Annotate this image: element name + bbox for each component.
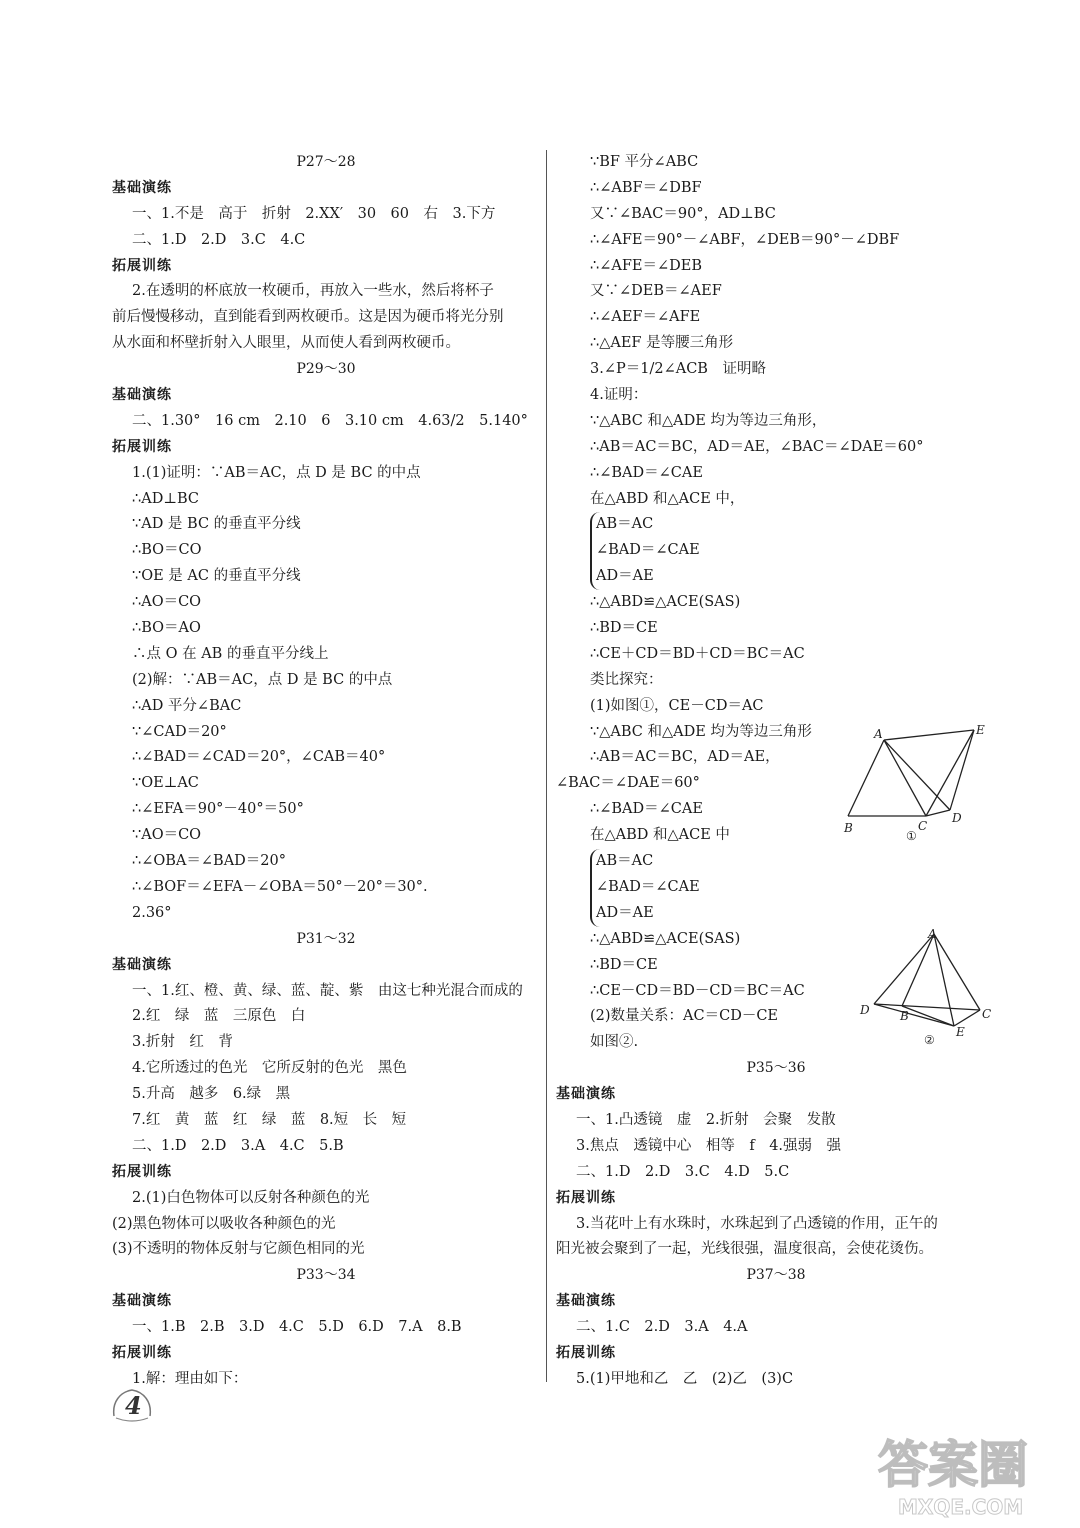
fig1-label-e: E bbox=[976, 723, 985, 737]
section-heading: 基础演练 bbox=[112, 956, 172, 973]
text-line: ∴BO＝CO bbox=[132, 542, 202, 559]
left-column bbox=[112, 150, 540, 1393]
text-line: ∴点 O 在 AB 的垂直平分线上 bbox=[132, 645, 329, 662]
section-heading: 拓展训练 bbox=[112, 438, 172, 455]
equation-line: AD＝AE bbox=[596, 568, 654, 585]
text-line: ∴∠BAD＝∠CAE bbox=[590, 801, 703, 818]
text-line: 又∵∠DEB＝∠AEF bbox=[590, 283, 722, 300]
page-number-badge bbox=[108, 1384, 156, 1424]
equation-line: AB＝AC bbox=[596, 516, 654, 533]
page-range-heading: P29～30 bbox=[296, 361, 356, 378]
text-line: 4.证明： bbox=[590, 387, 648, 404]
text-line: (2)黑色物体可以吸收各种颜色的光 bbox=[112, 1215, 336, 1232]
text-line: ∵AD 是 BC 的垂直平分线 bbox=[132, 516, 301, 533]
text-line: ∴AD 平分∠BAC bbox=[132, 697, 242, 714]
fig2-label-a: A bbox=[928, 927, 937, 941]
text-line: ∴AB＝AC＝BC，AD＝AE，∠BAC＝∠DAE＝60° bbox=[590, 438, 924, 455]
fig1-label-d: D bbox=[952, 811, 962, 825]
text-line: ∵△ABC 和△ADE 均为等边三角形 bbox=[590, 723, 812, 740]
text-line: ∵AO＝CO bbox=[132, 827, 202, 844]
page-range-heading: P27～28 bbox=[296, 154, 356, 170]
text-line: 3.焦点 透镜中心 相等 f 4.强弱 强 bbox=[576, 1137, 842, 1154]
section-heading: 拓展训练 bbox=[556, 1344, 616, 1361]
text-line: (2)数量关系：AC＝CD－CE bbox=[590, 1008, 779, 1025]
text-line: (2)解：∵AB＝AC，点 D 是 BC 的中点 bbox=[132, 671, 393, 688]
section-heading: 基础演练 bbox=[556, 1293, 616, 1310]
text-line: 一、1.B 2.B 3.D 4.C 5.D 6.D 7.A 8.B bbox=[132, 1319, 462, 1336]
text-line: 又∵∠BAC＝90°，AD⊥BC bbox=[590, 205, 776, 222]
text-line: ∴AB＝AC＝BC，AD＝AE， bbox=[590, 749, 780, 766]
watermark bbox=[870, 1420, 1060, 1520]
text-line: 2.红 绿 蓝 三原色 白 bbox=[132, 1008, 306, 1025]
text-line: ∴∠AFE＝∠DEB bbox=[590, 257, 703, 274]
text-line: 3.∠P＝1/2∠ACB 证明略 bbox=[590, 361, 766, 378]
text-line: 前后慢慢移动，直到能看到两枚硬币。这是因为硬币将光分别 bbox=[112, 309, 504, 326]
page-range-heading: P37～38 bbox=[746, 1267, 806, 1284]
text-line: (3)不透明的物体反射与它颜色相同的光 bbox=[112, 1241, 365, 1258]
text-line: ∠BAC＝∠DAE＝60° bbox=[556, 775, 700, 792]
fig2-label-c: C bbox=[982, 1007, 992, 1021]
text-line: 一、1.红、橙、黄、绿、蓝、靛、紫 由这七种光混合而成的 bbox=[132, 982, 523, 999]
text-line: ∴BO＝AO bbox=[132, 620, 201, 637]
section-heading: 拓展训练 bbox=[112, 257, 172, 274]
fig1-label-a: A bbox=[874, 727, 883, 741]
text-line: ∴∠BOF＝∠EFA－∠OBA＝50°－20°＝30°. bbox=[132, 878, 428, 895]
text-line: 一、1.凸透镜 虚 2.折射 会聚 发散 bbox=[576, 1111, 836, 1128]
fig2-label-d: D bbox=[860, 1003, 870, 1017]
text-line: ∴∠AFE＝90°－∠ABF，∠DEB＝90°－∠DBF bbox=[590, 231, 900, 248]
fig1-label-c: C bbox=[918, 819, 928, 833]
text-line: 二、1.D 2.D 3.C 4.D 5.C bbox=[576, 1163, 790, 1180]
figure-2 bbox=[856, 926, 996, 1048]
text-line: ∴△AEF 是等腰三角形 bbox=[590, 335, 734, 352]
section-heading: 基础演练 bbox=[112, 387, 172, 404]
section-heading: 基础演练 bbox=[112, 179, 172, 196]
text-line: 二、1.30° 16 cm 2.10 6 3.10 cm 4.63/2 5.140° bbox=[132, 412, 528, 429]
figure-1 bbox=[838, 722, 998, 844]
equation-line: ∠BAD＝∠CAE bbox=[596, 878, 700, 895]
text-line: ∵OE 是 AC 的垂直平分线 bbox=[132, 568, 301, 585]
text-line: 2.(1)白色物体可以反射各种颜色的光 bbox=[132, 1189, 370, 1206]
text-line: ∴BD＝CE bbox=[590, 956, 658, 973]
text-line: 在△ABD 和△ACE 中， bbox=[590, 490, 745, 507]
text-line: 2.在透明的杯底放一枚硬币，再放入一些水，然后将杯子 bbox=[132, 283, 494, 300]
equation-line: AD＝AE bbox=[596, 904, 654, 921]
text-line: ∵BF 平分∠ABC bbox=[590, 154, 699, 170]
text-line: 4.它所透过的色光 它所反射的色光 黑色 bbox=[132, 1060, 407, 1077]
text-line: ∵OE⊥AC bbox=[132, 775, 199, 792]
text-line: 5.(1)甲地和乙 乙 (2)乙 (3)C bbox=[576, 1370, 794, 1387]
page-range-heading: P31～32 bbox=[296, 930, 356, 947]
fig1-label-b: B bbox=[844, 821, 853, 835]
text-line: ∴∠OBA＝∠BAD＝20° bbox=[132, 853, 286, 870]
text-line: 二、1.D 2.D 3.C 4.C bbox=[132, 231, 306, 248]
text-line: 类比探究： bbox=[590, 671, 663, 688]
page-range-heading: P35～36 bbox=[746, 1060, 806, 1077]
equation-line: AB＝AC bbox=[596, 853, 654, 870]
equation-system bbox=[590, 849, 996, 927]
fig2-label-e: E bbox=[956, 1025, 965, 1039]
text-line: 5.升高 越多 6.绿 黑 bbox=[132, 1086, 291, 1103]
watermark-url: MXQE.COM bbox=[898, 1495, 1024, 1519]
text-line: ∵∠CAD＝20° bbox=[132, 723, 227, 740]
text-line: ∴△ABD≌△ACE(SAS) bbox=[590, 930, 741, 947]
text-line: 从水面和杯壁折射入人眼里，从而使人看到两枚硬币。 bbox=[112, 335, 460, 352]
fig2-label-b: B bbox=[900, 1009, 909, 1023]
watermark-logo-text: 答案圈 bbox=[878, 1436, 1028, 1494]
page-range-heading: P33～34 bbox=[296, 1267, 356, 1284]
text-line: 1.(1)证明：∵AB＝AC，点 D 是 BC 的中点 bbox=[132, 464, 421, 481]
text-line: 在△ABD 和△ACE 中 bbox=[590, 827, 730, 844]
fig2-caption: ② bbox=[924, 1033, 935, 1047]
page-number: 4 bbox=[125, 1391, 142, 1420]
text-line: ∴∠BAD＝∠CAD＝20°，∠CAB＝40° bbox=[132, 749, 386, 766]
equation-line: ∠BAD＝∠CAE bbox=[596, 542, 700, 559]
section-heading: 基础演练 bbox=[556, 1086, 616, 1103]
text-line: ∴∠BAD＝∠CAE bbox=[590, 464, 703, 481]
text-line: 3.折射 红 背 bbox=[132, 1034, 233, 1051]
text-line: 阳光被会聚到了一起，光线很强，温度很高，会使花烫伤。 bbox=[556, 1241, 933, 1258]
text-line: ∴AO＝CO bbox=[132, 594, 202, 611]
text-line: 7.红 黄 蓝 红 绿 蓝 8.短 长 短 bbox=[132, 1111, 407, 1128]
equation-system bbox=[590, 512, 996, 590]
text-line: 如图②. bbox=[590, 1034, 639, 1051]
text-line: 3.当花叶上有水珠时，水珠起到了凸透镜的作用，正午的 bbox=[576, 1215, 938, 1232]
text-line: ∴∠ABF＝∠DBF bbox=[590, 179, 702, 196]
section-heading: 基础演练 bbox=[112, 1293, 172, 1310]
text-line: ∴△ABD≌△ACE(SAS) bbox=[590, 594, 741, 611]
text-line: ∴CE＋CD＝BD＋CD＝BC＝AC bbox=[590, 645, 805, 662]
text-line: ∴BD＝CE bbox=[590, 620, 658, 637]
text-line: 二、1.C 2.D 3.A 4.A bbox=[576, 1319, 748, 1336]
text-line: ∴CE－CD＝BD－CD＝BC＝AC bbox=[590, 982, 805, 999]
text-line: 一、1.不是 高于 折射 2.XX′ 30 60 右 3.下方 bbox=[132, 205, 496, 222]
text-line: ∴AD⊥BC bbox=[132, 490, 199, 507]
text-line: ∵△ABC 和△ADE 均为等边三角形， bbox=[590, 412, 827, 429]
section-heading: 拓展训练 bbox=[556, 1189, 616, 1206]
section-heading: 拓展训练 bbox=[112, 1163, 172, 1180]
fig1-caption: ① bbox=[906, 829, 917, 843]
text-line: ∴∠AEF＝∠AFE bbox=[590, 309, 701, 326]
text-line: 1.解：理由如下： bbox=[132, 1370, 248, 1387]
section-heading: 拓展训练 bbox=[112, 1344, 172, 1361]
text-line: 二、1.D 2.D 3.A 4.C 5.B bbox=[132, 1137, 344, 1154]
column-divider bbox=[546, 150, 547, 1382]
text-line: (1)如图①，CE－CD＝AC bbox=[590, 697, 764, 714]
text-line: 2.36° bbox=[132, 904, 172, 921]
text-line: ∴∠EFA＝90°－40°＝50° bbox=[132, 801, 304, 818]
